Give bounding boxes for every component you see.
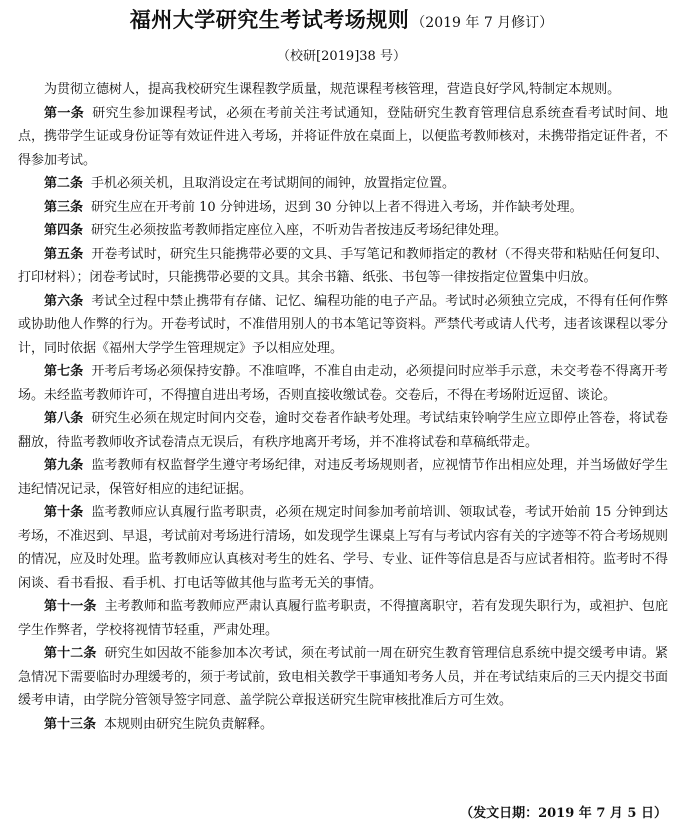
title-revision: （2019 年 7 月修订） <box>411 15 554 31</box>
article-9 <box>18 454 668 501</box>
article-1 <box>18 102 668 173</box>
article-text: 考试全过程中禁止携带有存储、记忆、编程功能的电子产品。考试时必须独立完成，不得有任何作弊或协助他人作弊的行为。开卷考试时，不准借用别人的书本笔记等资料。严禁代考或请人代考，违者该课程以零分计，同时依据《福州大学学生管理规定》予以相应处理。 <box>18 293 669 356</box>
article-label: 第十三条 <box>44 716 97 732</box>
article-text: 本规则由研究生院负责解释。 <box>104 716 274 732</box>
article-text: 研究生应在开考前 10 分钟进场，迟到 30 分钟以上者不得进入考场，并作缺考处理。 <box>91 199 583 215</box>
article-text: 研究生参加课程考试，必须在考前关注考试通知，登陆研究生教育管理信息系统查看考试时间、地点，携带学生证或身份证等有效证件进入考场，并将证件放在桌面上，以便监考教师核对，未携带指定证件者，不得参加考试。 <box>18 105 669 168</box>
article-label: 第四条 <box>44 223 84 238</box>
article-text: 监考教师应认真履行监考职责，必须在规定时间参加考前培训、领取试卷，考试开始前 15 分钟到达考场，不准迟到、早退，考试前对考场进行清场，如发现学生课桌上写有与考试内容有关的字迹等不符合考场规则的情况，应及时处理。监考教师应认真核对考生的姓名、学号、专业、证件等信息是否与应试者相符。监考时不得闲谈、看书看报、看手机、打电话等做其他与监考无关的事情。 <box>18 505 669 591</box>
article-2 <box>18 172 668 196</box>
article-8 <box>18 407 668 454</box>
article-10 <box>18 501 668 595</box>
article-label: 第八条 <box>44 411 84 426</box>
article-7 <box>18 360 668 407</box>
document-body <box>18 78 668 736</box>
article-label: 第九条 <box>44 458 84 473</box>
document-number: （校研[2019]38 号） <box>277 49 406 64</box>
document-title <box>0 4 683 34</box>
article-text: 监考教师有权监督学生遵守考场纪律，对违反考场规则者，应视情节作出相应处理，并当场做好学生违纪情况记录，保管好相应的违纪证据。 <box>18 458 668 497</box>
issue-date: （发文日期：2019 年 7 月 5 日） <box>460 806 667 821</box>
article-6 <box>18 290 668 361</box>
title-main: 福州大学研究生考试考场规则 <box>129 8 410 32</box>
article-label: 第十一条 <box>44 599 97 614</box>
article-4 <box>18 219 668 243</box>
article-label: 第三条 <box>44 199 84 215</box>
article-text: 手机必须关机，且取消设定在考试期间的闹钟，放置指定位置。 <box>91 176 456 191</box>
article-13 <box>18 713 668 737</box>
article-label: 第十二条 <box>44 646 97 661</box>
article-label: 第六条 <box>44 293 84 309</box>
article-5 <box>18 243 668 290</box>
article-text: 主考教师和监考教师应严肃认真履行监考职责，不得擅离职守，若有发现失职行为，或袒护、包庇学生作弊者，学校将视情节轻重，严肃处理。 <box>18 599 668 638</box>
article-label: 第十条 <box>44 505 84 520</box>
article-text: 研究生必须在规定时间内交卷，逾时交卷者作缺考处理。考试结束铃响学生应立即停止答卷，将试卷翻放，待监考教师收齐试卷清点无误后，有秩序地离开考场，并不准将试卷和草稿纸带走。 <box>18 411 668 450</box>
article-text: 开卷考试时，研究生只能携带必要的文具、手写笔记和教师指定的教材（不得夹带和粘贴任何复印、打印材料）；闭卷考试时，只能携带必要的文具。其余书籍、纸张、书包等一律按指定位置集中归放。 <box>18 246 668 285</box>
article-text: 开考后考场必须保持安静。不准喧哗，不准自由走动，必须提问时应举手示意，未交考卷不得离开考场。未经监考教师许可，不得擅自进出考场，否则直接收缴试卷。交卷后，不得在考场附近逗留、谈论。 <box>18 364 668 403</box>
article-3 <box>18 196 668 220</box>
article-label: 第五条 <box>44 246 84 262</box>
article-label: 第一条 <box>44 105 85 121</box>
article-label: 第二条 <box>44 176 84 191</box>
article-12 <box>18 642 668 713</box>
article-label: 第七条 <box>44 364 84 379</box>
article-text: 研究生必须按监考教师指定座位入座，不听劝告者按违反考场纪律处理。 <box>91 223 508 238</box>
article-text: 研究生如因故不能参加本次考试，须在考试前一周在研究生教育管理信息系统中提交缓考申请。紧急情况下需要临时办理缓考的，须于考试前，致电相关教学干事通知考务人员，并在考试结束后的三天内提交书面缓考申请，由学院分管领导签字同意、盖学院公章报送研究生院审核批准后方可生效。 <box>18 646 669 708</box>
intro-paragraph: 为贯彻立德树人，提高我校研究生课程教学质量，规范课程考核管理，营造良好学风,特制定本规则。 <box>44 82 621 97</box>
article-11 <box>18 595 668 642</box>
